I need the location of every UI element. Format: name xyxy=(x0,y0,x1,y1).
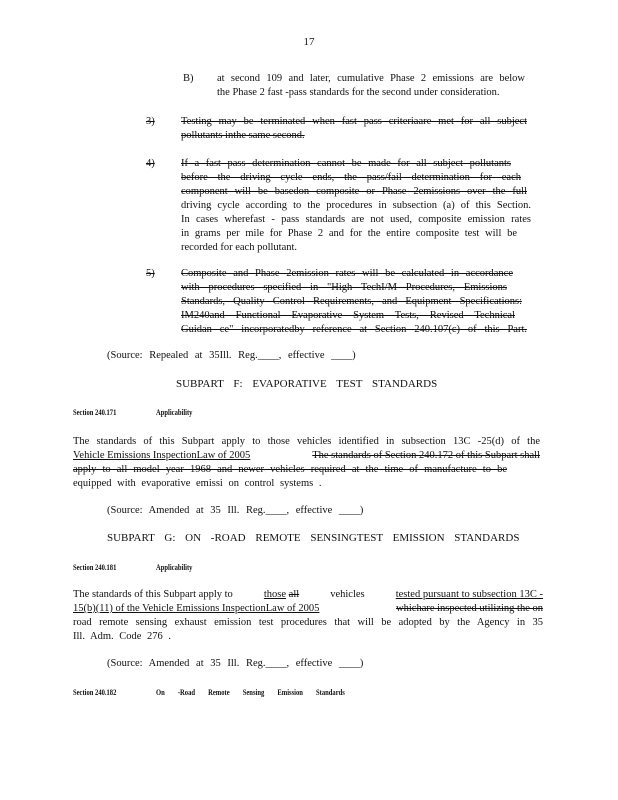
item-4-line5: In cases wherefast - pass standards are not used, composite emission rates xyxy=(181,214,531,225)
item-4-line6: in grams per mile for Phase 2 and for the entire composite test will be xyxy=(181,228,517,239)
text: vehicles xyxy=(330,589,365,600)
section-240-182-title: On -Road Remote Sensing Emission Standards xyxy=(156,688,345,697)
para-171-line1: The standards of this Subpart apply to those vehicles identified in subsection 13C -25(d) of the xyxy=(73,436,540,447)
item-5-line5: Guidan ce" incorporatedby reference at Section 240.107(c) of this Part. xyxy=(181,324,527,335)
subpart-g-heading: SUBPART G: ON -ROAD REMOTE SENSINGTEST EMISSION STANDARDS xyxy=(107,532,520,544)
item-4-line1: If a fast pass determination cannot be made for all subject pollutants xyxy=(181,158,511,169)
item-5-label: 5) xyxy=(146,268,155,279)
item-4-line3: component will be basedon composite or Phase 2emissions over the full xyxy=(181,186,527,197)
struck-text: whichare inspected utilizing the on xyxy=(396,603,543,614)
text: The standards of this Subpart apply to xyxy=(73,589,233,600)
item-b-line2: the Phase 2 fast -pass standards for the second under consideration. xyxy=(217,87,500,98)
section-240-171-number: Section 240.171 xyxy=(73,408,117,417)
struck-text: The standards of Section 240.172 of this Subpart shall xyxy=(312,450,540,461)
item-5-line3: Standards, Quality Control Requirements, and Equipment Specifications: xyxy=(181,296,522,307)
item-3-line2: pollutants inthe same second. xyxy=(181,130,305,141)
item-b-line1: at second 109 and later, cumulative Phase 2 emissions are below xyxy=(217,73,525,84)
section-240-181-title: Applicability xyxy=(156,563,193,572)
section-240-182-number: Section 240.182 xyxy=(73,688,117,697)
inserted-text: those xyxy=(263,589,287,600)
law-reference: Vehicle Emissions InspectionLaw of 2005 xyxy=(73,450,251,461)
law-reference: 15(b)(11) of the Vehicle Emissions InspectionLaw of 2005 xyxy=(73,603,320,614)
para-171-line4: equipped with evaporative emissi on control systems . xyxy=(73,478,322,489)
section-240-181-number: Section 240.181 xyxy=(73,563,117,572)
item-3-line1: Testing may be terminated when fast pass criteriaare met for all subject xyxy=(181,116,527,127)
page-number: 17 xyxy=(303,36,315,48)
source-note-repealed: (Source: Repealed at 35Ill. Reg.____, effective ____) xyxy=(107,350,356,361)
subpart-f-heading: SUBPART F: EVAPORATIVE TEST STANDARDS xyxy=(176,378,438,390)
para-171-line3: apply to all model year 1968 and newer vehicles required at the time of manufacture to be xyxy=(73,464,507,475)
item-5-line4: IM240and Functional Evaporative System Tests, Revised Technical xyxy=(181,310,515,321)
item-b-label: B) xyxy=(183,73,194,84)
para-181-line2 xyxy=(73,603,543,614)
source-note-amended-1: (Source: Amended at 35 Ill. Reg.____, effective ____) xyxy=(107,505,364,516)
para-171-line2 xyxy=(73,450,540,461)
section-240-171-title: Applicability xyxy=(156,408,193,417)
source-note-amended-2: (Source: Amended at 35 Ill. Reg.____, effective ____) xyxy=(107,658,364,669)
struck-text: all xyxy=(288,589,300,600)
item-3-label: 3) xyxy=(146,116,155,127)
item-4-line4: driving cycle according to the procedures in subsection (a) of this Section. xyxy=(181,200,531,211)
item-4-label: 4) xyxy=(146,158,155,169)
item-4-line2: before the driving cycle ends, the pass/fail determination for each xyxy=(181,172,521,183)
para-181-line4: Ill. Adm. Code 276 . xyxy=(73,631,172,642)
item-5-line2: with procedures specified in "High TechI/M Procedures, Emissions xyxy=(181,282,507,293)
para-181-line1 xyxy=(73,589,543,600)
para-181-line3: road remote sensing exhaust emission test procedures that will be adopted by the Agency in 35 xyxy=(73,617,543,628)
item-4-line7: recorded for each pollutant. xyxy=(181,242,298,253)
inserted-text: tested pursuant to subsection 13C - xyxy=(395,589,543,600)
item-5-line1: Composite and Phase 2emission rates will be calculated in accordance xyxy=(181,268,513,279)
